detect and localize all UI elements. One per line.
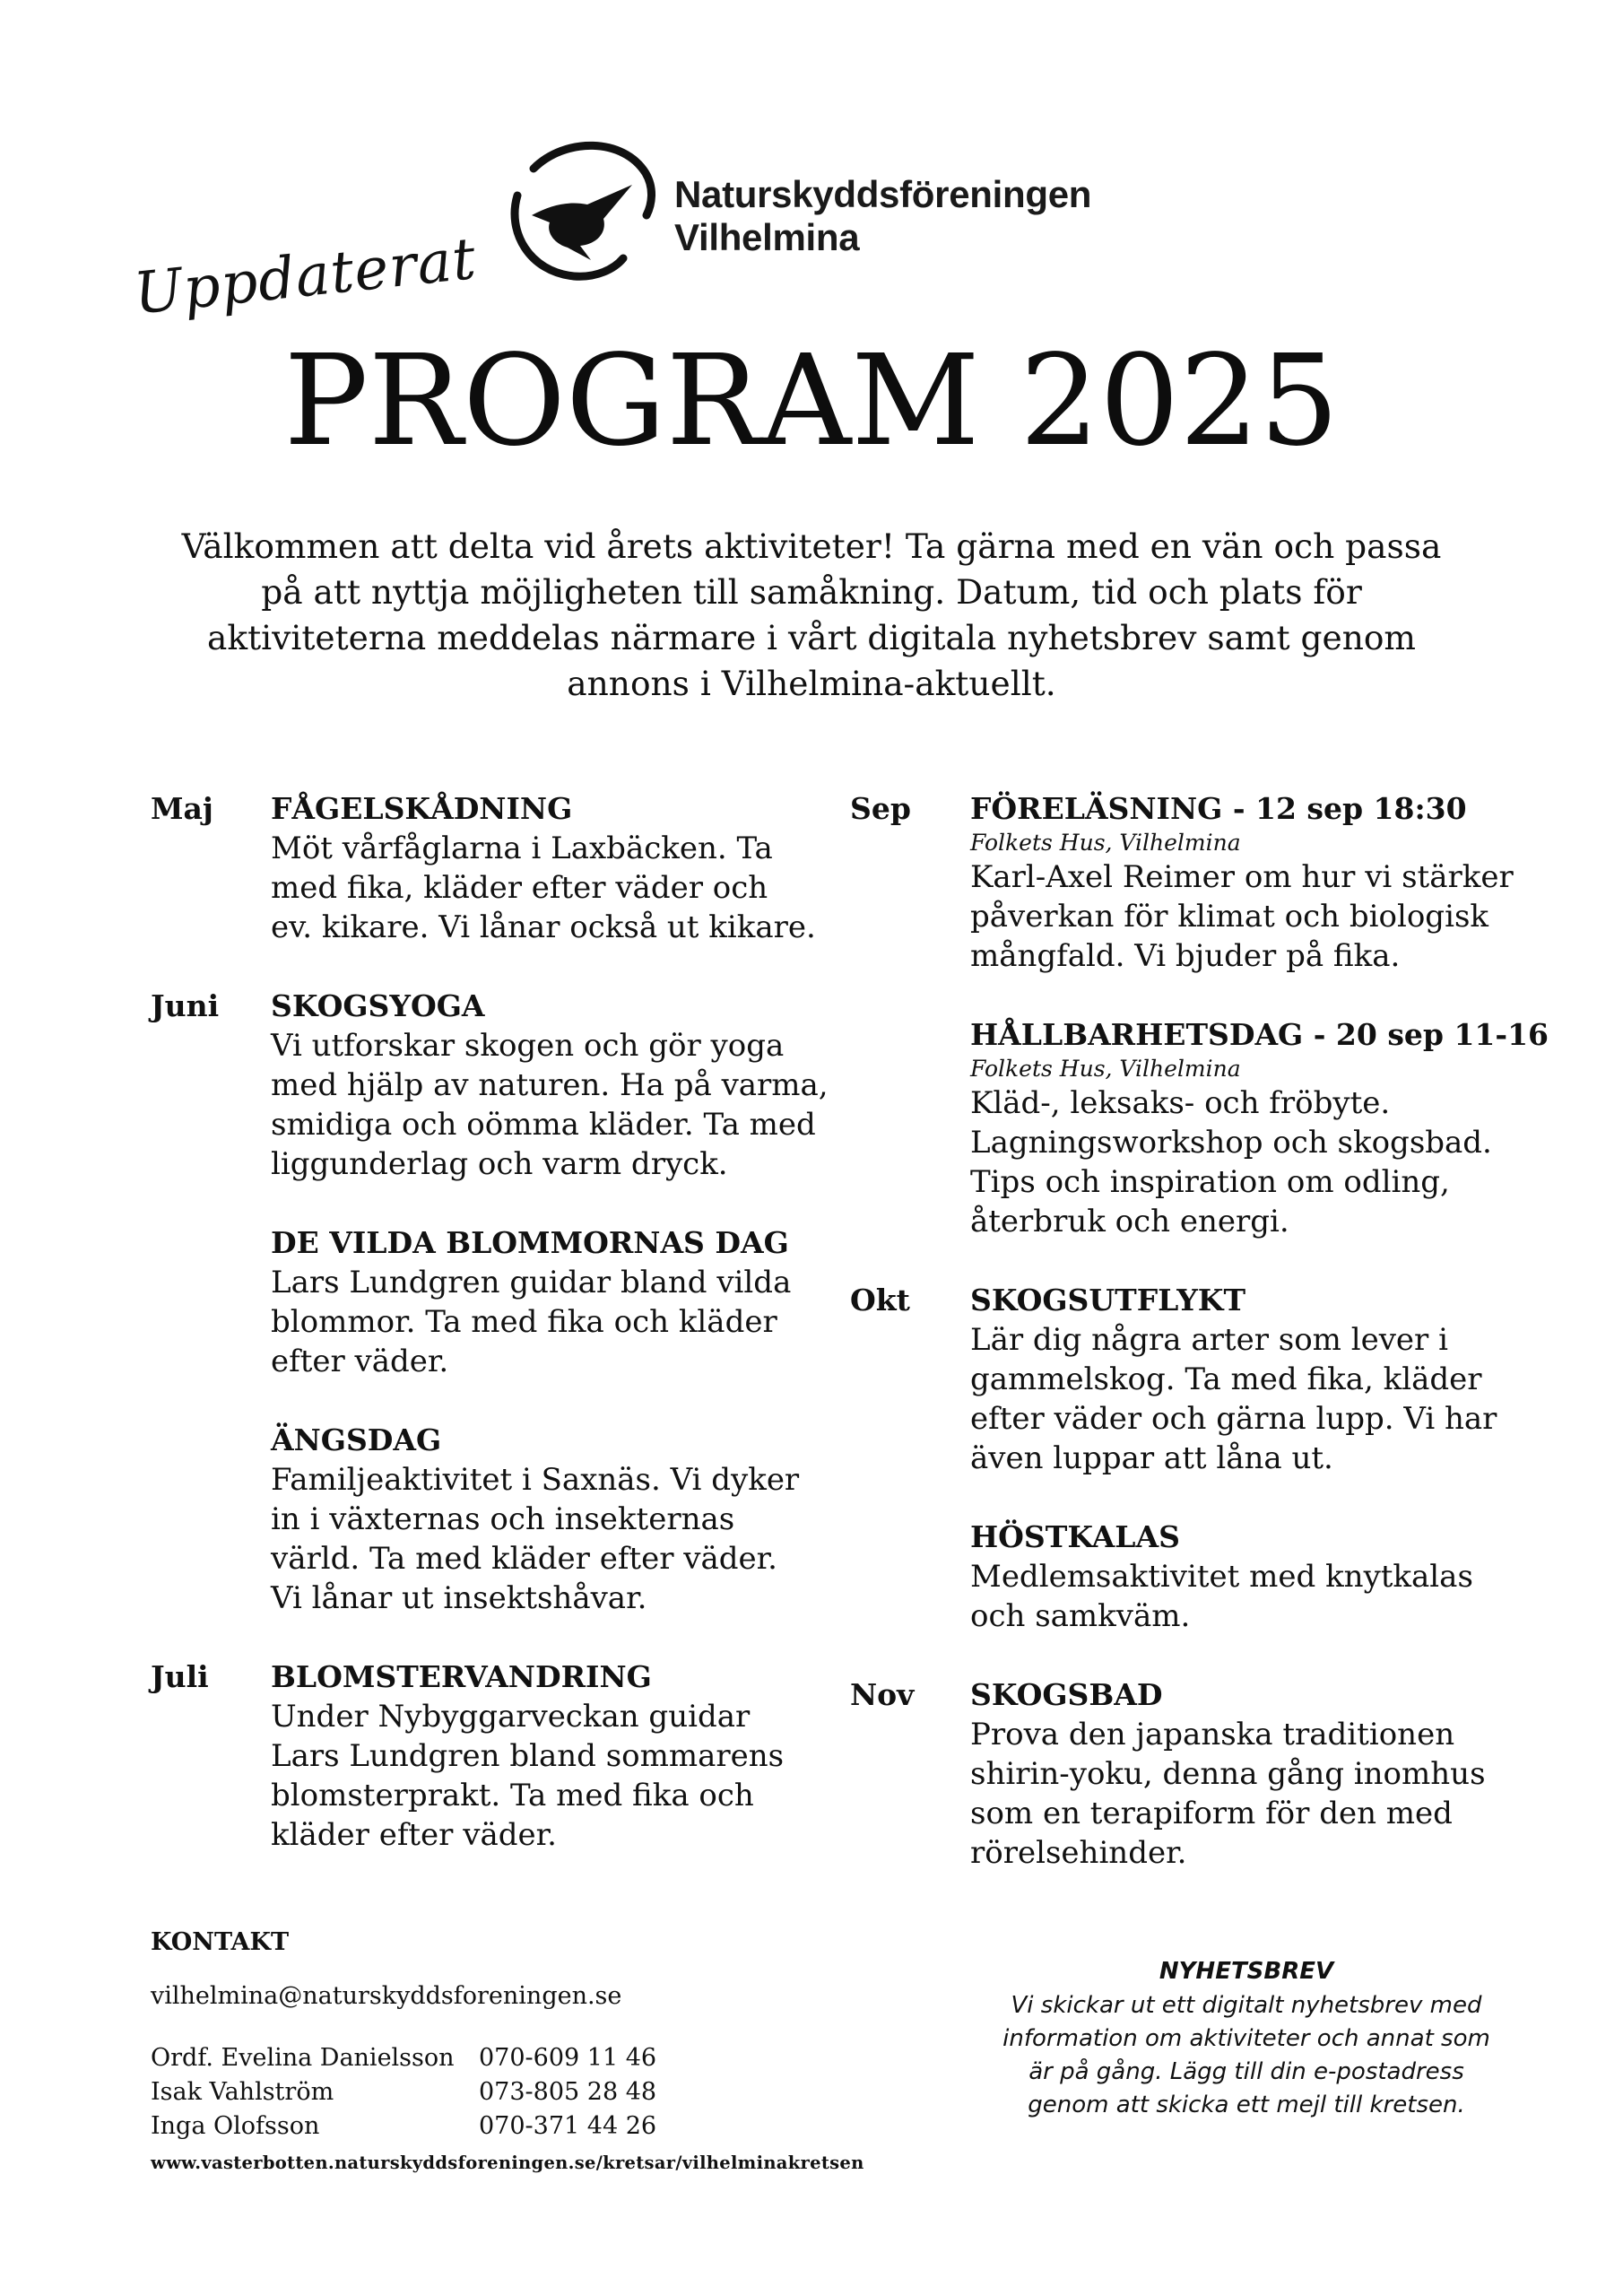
month-label: Nov (850, 1677, 915, 1712)
page-title: PROGRAM 2025 (283, 328, 1340, 474)
month-block (151, 1657, 832, 1855)
newsletter-line: information om aktiviteter och annat som (1002, 2025, 1490, 2052)
month-label: Juni (151, 988, 220, 1023)
month-block (850, 789, 1549, 1241)
contact-name: Ordf. Evelina Danielsson (151, 2044, 455, 2072)
event-title: FÖRELÄSNING - 12 sep 18:30 (970, 791, 1467, 826)
event-description: Karl-Axel Reimer om hur vi stärker påverkan för klimat och biologisk mångfald. Vi bjuder på fika. (970, 859, 1514, 974)
contact-list (151, 2041, 656, 2144)
event-title: BLOMSTERVANDRING (271, 1659, 652, 1694)
newsletter-title: NYHETSBREV (1159, 1958, 1334, 1985)
event-item (271, 987, 832, 1184)
event-title: SKOGSYOGA (271, 988, 485, 1023)
contact-title: KONTAKT (151, 1928, 290, 1956)
event-item (970, 1675, 1549, 1873)
event-description: Möt vårfåglarna i Laxbäcken. Ta med fika, kläder efter väder och ev. kikare. Vi lånar också ut kikare. (271, 831, 816, 945)
event-title: ÄNGSDAG (271, 1422, 442, 1457)
contact-phone: 070-609 11 46 (479, 2044, 657, 2072)
program-right-column (850, 789, 1549, 1912)
event-item (970, 1518, 1549, 1636)
month-block (850, 1281, 1549, 1636)
organization-branch: Vilhelmina (674, 216, 860, 258)
month-label: Juli (151, 1659, 209, 1694)
event-description: Vi utforskar skogen och gör yoga med hjälp av naturen. Ha på varma, smidiga och oömma kläder. Ta med liggunderlag och varm dryck. (271, 1028, 829, 1182)
program-left-column (151, 789, 832, 1894)
event-title: FÅGELSKÅDNING (271, 791, 573, 826)
event-item (271, 1421, 832, 1618)
organization-name: Naturskyddsföreningen (674, 173, 1092, 215)
newsletter-line: Vi skickar ut ett digitalt nyhetsbrev med (1011, 1992, 1482, 2019)
contact-phone: 073-805 28 48 (479, 2078, 657, 2106)
month-block (151, 789, 832, 947)
newsletter-box (982, 1953, 1511, 2122)
event-location: Folkets Hus, Vilhelmina (970, 1056, 1241, 1082)
event-location: Folkets Hus, Vilhelmina (970, 830, 1241, 856)
contact-name: Isak Vahlström (151, 2078, 334, 2106)
event-description: Under Nybyggarveckan guidar Lars Lundgren bland sommarens blomsterprakt. Ta med fika och kläder efter väder. (271, 1699, 785, 1853)
newsletter-line: genom att skicka ett mejl till kretsen. (1028, 2092, 1465, 2118)
event-item (271, 1657, 832, 1855)
month-block (850, 1675, 1549, 1873)
contact-email[interactable]: vilhelmina@naturskyddsforeningen.se (151, 1982, 622, 2010)
contact-phone: 070-371 44 26 (479, 2112, 657, 2140)
event-item (970, 1281, 1549, 1478)
event-item (970, 789, 1549, 976)
newsletter-line: är på gång. Lägg till din e-postadress (1028, 2058, 1464, 2085)
month-label: Sep (850, 791, 911, 826)
event-description: Prova den japanska traditionen shirin-yoku, denna gång inomhus som en terapiform för den med rörelsehinder. (970, 1717, 1486, 1871)
contact-name: Inga Olofsson (151, 2112, 320, 2140)
event-title: HÖSTKALAS (970, 1519, 1180, 1554)
event-title: SKOGSUTFLYKT (970, 1283, 1246, 1318)
contact-row (151, 2075, 656, 2109)
month-label: Maj (151, 791, 213, 826)
month-block (151, 987, 832, 1618)
intro-paragraph: Välkommen att delta vid årets aktiviteter! Ta gärna med en vän och passa på att nyttja möjligheten till samåkning. Datum, tid och plats för aktiviteterna meddelas närmare i vårt digitala nyhetsbrev samt genom annons i Vilhelmina-aktuellt. (181, 526, 1442, 703)
contact-row (151, 2109, 656, 2144)
event-title: DE VILDA BLOMMORNAS DAG (271, 1225, 789, 1260)
event-item (271, 789, 832, 947)
month-label: Okt (850, 1283, 910, 1318)
event-description: Familjeaktivitet i Saxnäs. Vi dyker in i växternas och insekternas värld. Ta med kläder efter väder. Vi lånar ut insektshåvar. (271, 1462, 800, 1616)
contact-row (151, 2041, 656, 2075)
swallow-logo-icon (498, 133, 659, 285)
event-title: HÅLLBARHETSDAG - 20 sep 11-16 (970, 1017, 1549, 1052)
event-description: Lars Lundgren guidar bland vilda blommor. Ta med fika och kläder efter väder. (271, 1265, 792, 1379)
event-description: Lär dig några arter som lever i gammelskog. Ta med fika, kläder efter väder och gärna lupp. Vi har även luppar att låna ut. (970, 1322, 1497, 1476)
event-description: Kläd-, leksaks- och fröbyte. Lagningsworkshop och skogsbad. Tips och inspiration om odling, återbruk och energi. (970, 1085, 1492, 1239)
website-link[interactable]: www.vasterbotten.naturskyddsforeningen.se/kretsar/vilhelminakretsen (151, 2152, 864, 2173)
updated-label: Uppdaterat (131, 225, 480, 328)
event-item (970, 1015, 1549, 1241)
event-description: Medlemsaktivitet med knytkalas och samkväm. (970, 1559, 1473, 1634)
event-title: SKOGSBAD (970, 1677, 1163, 1712)
event-item (271, 1223, 832, 1381)
